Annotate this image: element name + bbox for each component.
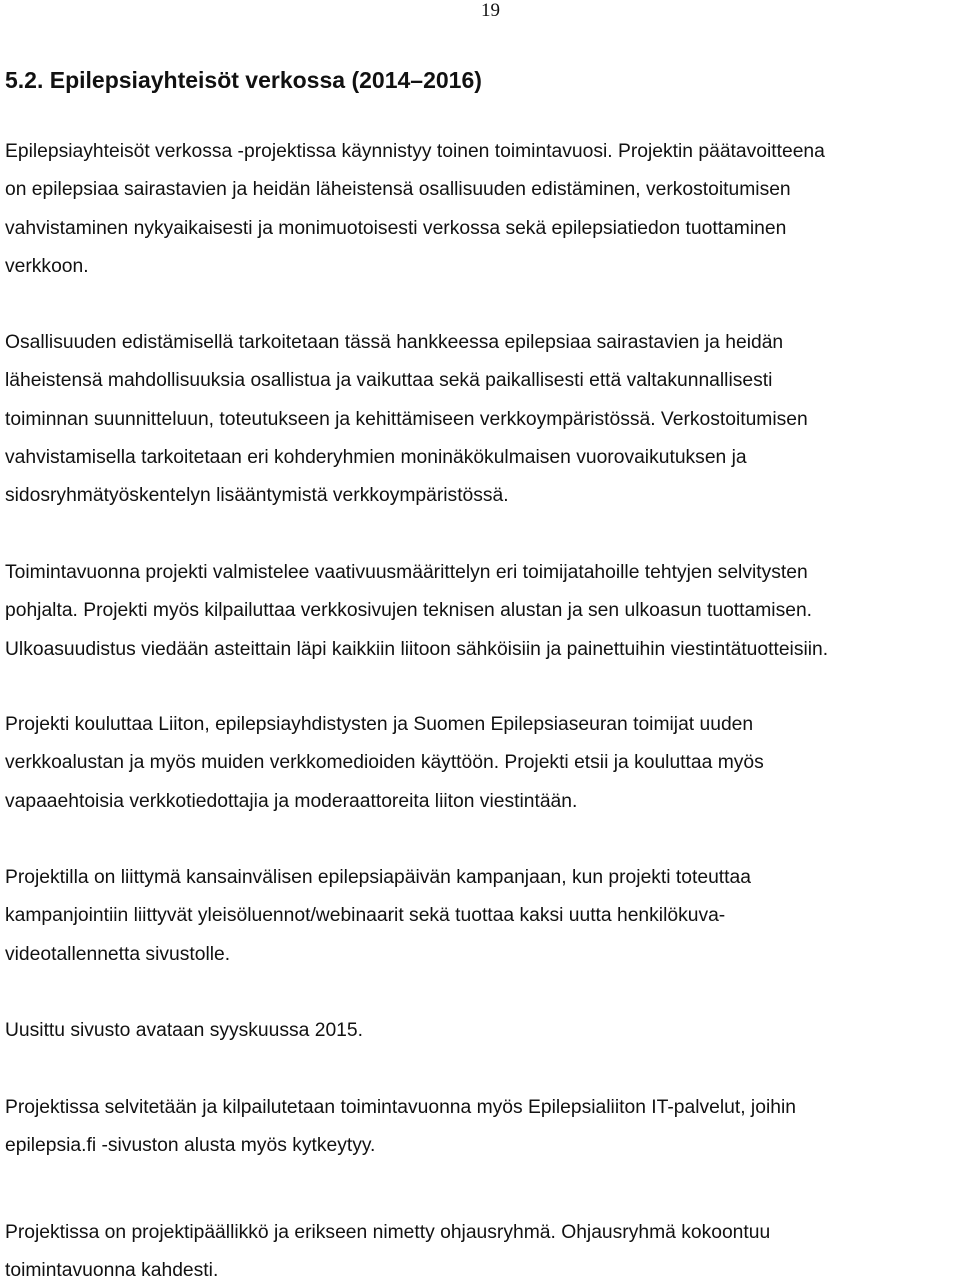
text-line: vapaaehtoisia verkkotiedottajia ja moderaattoreita liiton viestintään. — [5, 790, 578, 812]
text-line: Projektilla on liittymä kansainvälisen epilepsiapäivän kampanjaan, kun projekti toteuttaa — [5, 867, 751, 888]
paragraph-site-launch — [5, 1012, 960, 1050]
text-line: epilepsia.fi -sivuston alusta myös kytkeytyy. — [5, 1135, 376, 1157]
text-line: Ulkoasuudistus viedään asteittain läpi kaikkiin liitoon sähköisiin ja painettuihin viestintätuotteisiin. — [5, 638, 829, 660]
text-line: pohjalta. Projekti myös kilpailuttaa verkkosivujen teknisen alustan ja sen ulkoasun tuottamisen. — [5, 600, 813, 622]
text-line: verkkoon. — [5, 255, 89, 277]
paragraph-it-services — [5, 1089, 960, 1166]
section-heading: 5.2. Epilepsiayhteisöt verkossa (2014–2016) — [5, 67, 482, 93]
text-line: Toimintavuonna projekti valmistelee vaativuusmäärittelyn eri toimijatahoille tehtyjen selvitysten — [5, 562, 808, 583]
text-line: toiminnan suunnitteluun, toteutukseen ja kehittämiseen verkkoympäristössä. Verkostoitumisen — [5, 408, 808, 430]
paragraph-participation — [5, 324, 960, 515]
text-line: toimintavuonna kahdesti. — [5, 1260, 219, 1281]
paragraph-campaign — [5, 859, 960, 974]
text-line: Projektissa selvitetään ja kilpailutetaan toimintavuonna myös Epilepsialiiton IT-palvelut, joihin — [5, 1097, 796, 1118]
paragraph-project-intro — [5, 133, 960, 286]
text-line: videotallennetta sivustolle. — [5, 943, 231, 965]
text-line: vahvistamisella tarkoitetaan eri kohderyhmien moninäkökulmaisen vuorovaikutuksen ja — [5, 446, 747, 468]
text-line: kampanjointiin liittyvät yleisöluennot/webinaarit sekä tuottaa kaksi uutta henkilökuva- — [5, 905, 726, 927]
text-line: Projektissa on projektipäällikkö ja erikseen nimetty ohjausryhmä. Ohjausryhmä kokoontuu — [5, 1222, 771, 1243]
text-line: Epilepsiayhteisöt verkossa -projektissa käynnistyy toinen toimintavuosi. Projektin päätavoitteena — [5, 141, 825, 162]
text-line: vahvistaminen nykyaikaisesti ja monimuotoisesti verkossa sekä epilepsiatiedon tuottaminen — [5, 217, 787, 239]
text-line: Uusittu sivusto avataan syyskuussa 2015. — [5, 1020, 363, 1041]
text-line: verkkoalustan ja myös muiden verkkomedioiden käyttöön. Projekti etsii ja kouluttaa myös — [5, 752, 764, 774]
paragraph-requirements — [5, 554, 960, 669]
text-line: läheistensä mahdollisuuksia osallistua ja vaikuttaa sekä paikallisesti että valtakunnallisesti — [5, 370, 773, 392]
text-line: sidosryhmätyöskentelyn lisääntymistä verkkoympäristössä. — [5, 485, 509, 507]
text-line: Projekti kouluttaa Liiton, epilepsiayhdistysten ja Suomen Epilepsiaseuran toimijat uuden — [5, 714, 754, 735]
paragraph-steering-group — [5, 1214, 960, 1281]
paragraph-training — [5, 706, 960, 821]
page-number: 19 — [481, 0, 500, 21]
text-line: Osallisuuden edistämisellä tarkoitetaan tässä hankkeessa epilepsiaa sairastavien ja heidän — [5, 332, 784, 353]
text-line: on epilepsiaa sairastavien ja heidän läheistensä osallisuuden edistäminen, verkostoitumisen — [5, 179, 791, 201]
